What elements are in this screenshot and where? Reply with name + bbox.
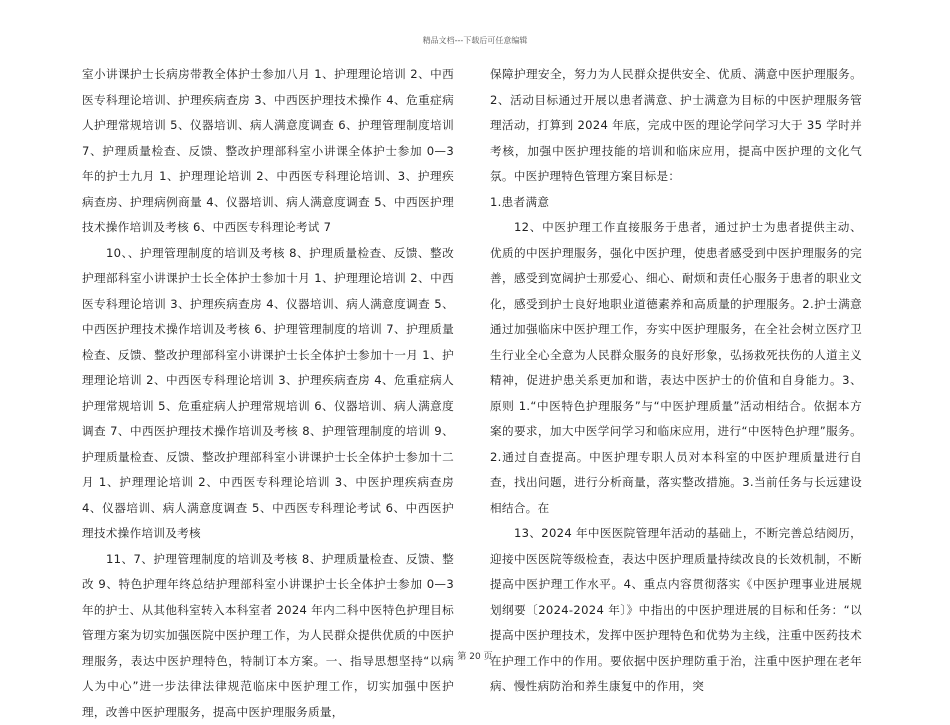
paragraph: 10、、护理管理制度的培训及考核 8、护理质量检查、反馈、整改护理部科室小讲课护士长全体护士参加十月 1、护理理论培训 2、中西医专科理论培训 3、护理疾病查房 4、仪器培训、病人满意度调查 5、中西医护理技术操作培训及考核 6、护理管理制度的培训 7、护理质量检查、反馈、整改护理部科室小讲课护士长全体护士参加十一月 1、护理理论培训 2、中西医专科理论培训 3、护理疾病查房 4、危重症病人护理常规培训 5、危重症病人护理常规培训 6、仪器培训、病人满意度调查 7、中西医护理技术操作培训及考核 8、护理管理制度的培训 9、护理质量检查、反馈、整改护理部科室小讲课护士长全体护士参加十二月 1、护理理论培训 2、中西医专科理论培训 3、中医护理疾病查房 4、仪器培训、病人满意度调查 5、中西医专科理论考试 6、中西医护理技术操作培训及考核	[82, 241, 454, 547]
paragraph: 12、中医护理工作直接服务于患者，通过护士为患者提供主动、优质的中医护理服务，强化中医护理，使患者感受到中医护理服务的完善，感受到宽阔护士那爱心、细心、耐烦和责任心服务于患者的职业文化，感受到护士良好地职业道德素养和高质量的护理服务。2.护士满意通过加强临床中医护理工作，夯实中医护理服务，在全社会树立医疗卫生行业全心全意为人民群众服务的良好形象，弘扬救死扶伤的人道主义精神，促进护患关系更加和谐，表达中医护士的价值和自身能力。3、原则 1.“中医特色护理服务”与“中医护理质量”活动相结合。依据本方案的要求，加大中医学问学习和临床应用，进行“中医特色护理”服务。2.通过自查提高。中医护理专职人员对本科室的中医护理质量进行自查，找出问题，进行分析商量，落实整改措施。3.当前任务与长远建设相结合。在	[490, 215, 862, 521]
right-column	[490, 62, 862, 700]
paragraph: 11、7、护理管理制度的培训及考核 8、护理质量检查、反馈、整改 9、特色护理年终总结护理部科室小讲课护士长全体护士参加 0—3 年的护士、从其他科室转入本科室者 2024 年内二科中医特色护理目标管理方案为切实加强医院中医护理工作，为人民群众提供优质的中医护理服务，表达中医护理特色，特制订本方案。一、指导思想坚持“以病人为中心”进一步法律法律规范临床中医护理工作，切实加强中医护理，改善中医护理服务，提高中医护理服务质量，	[82, 547, 454, 725]
page-number: 第 20 页	[0, 649, 950, 662]
paragraph: 保障护理安全，努力为人民群众提供安全、优质、满意中医护理服务。2、活动目标通过开展以患者满意、护士满意为目标的中医护理服务管理活动，打算到 2024 年底，完成中医的理论学问学习大于 35 学时并考核，加强中医护理技能的培训和临床应用，提高中医护理的文化气氛。中医护理特色管理方案目标是：	[490, 62, 862, 190]
left-column	[82, 62, 454, 725]
paragraph: 室小讲课护士长病房带教全体护士参加八月 1、护理理论培训 2、中西医专科理论培训、护理疾病查房 3、中西医护理技术操作 4、危重症病人护理常规培训 5、仪器培训、病人满意度调查 6、护理管理制度培训 7、护理质量检查、反馈、整改护理部科室小讲课全体护士参加 0—3 年的护士九月 1、护理理论培训 2、中西医专科理论培训、3、护理疾病查房、护理病例商量 4、仪器培训、病人满意度调查 5、中西医护理技术操作培训及考核 6、中西医专科理论考试 7	[82, 62, 454, 241]
paragraph: 13、2024 年中医医院管理年活动的基础上，不断完善总结阅历，迎接中医医院等级检查，表达中医护理质量持续改良的长效机制，不断提高中医护理工作水平。4、重点内容贯彻落实《中医护理事业进展规划纲要〔2024-2024 年〕》中指出的中医护理进展的目标和任务：“以提高中医护理技术，发挥中医护理特色和优势为主线，注重中医药技术在护理工作中的作用。要依据中医护理防重于治，注重中医护理在老年病、慢性病防治和养生康复中的作用，突	[490, 521, 862, 700]
paragraph: 1.患者满意	[490, 190, 862, 216]
page-header: 精品文档---下载后可任意编辑	[0, 35, 950, 46]
